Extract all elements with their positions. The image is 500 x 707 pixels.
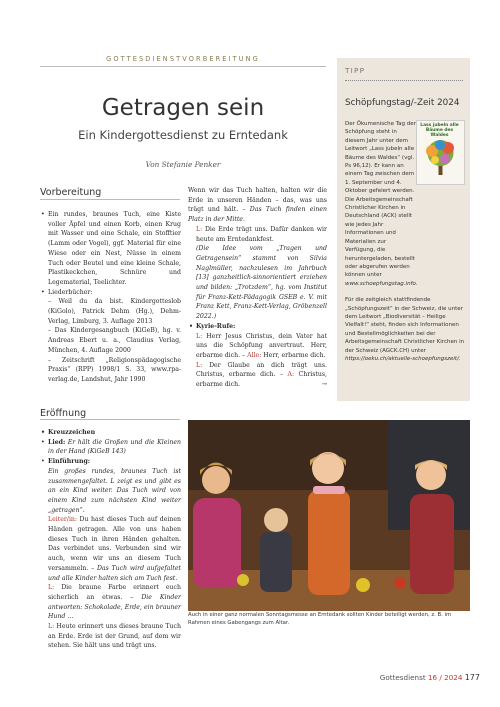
list-item — [48, 288, 181, 298]
page-footer: Gottesdienst 16 / 2024 177 — [379, 673, 480, 682]
list-item: • Kreuzzeichen — [48, 428, 181, 438]
book-title: Lass jubeln alle Bäume des Waldes — [420, 123, 459, 138]
heading-eroeffnung: Eröffnung — [40, 408, 87, 419]
list-label: Liederbücher: — [48, 288, 93, 296]
list-item: • Lied: Er hält die Großen und die Kleinen in der Hand (KiGeB 143) — [48, 438, 181, 457]
book-ref: – Weil du da bist. Kindergotteslob (KiGolo), Patrick Dehm (Hg.), Dehm-Verlag, Limburg, 3. Auflage 2013 — [48, 298, 181, 325]
paragraph: Ein großes rundes, braunes Tuch ist zusammengefaltet. L zeigt es und gibt es an ein Kind weiter. Das Tuch wird von einem Kind zum nächsten Kind weiter „getragen“. — [48, 467, 181, 514]
tip-text — [345, 120, 465, 363]
book-ref: – Zeitschrift „Religionspädagogische Praxis“ (RPP) 1998/1 S. 33, www.rpa-verlag.de, Landshut, Jahr 1990 — [48, 356, 181, 383]
tip-paragraph: Der Ökumenische Tag der Schöpfung steht in diesem Jahr unter dem Leitwort „Lass jubeln alle Bäume des Waldes“ (vgl. Ps 96,12). Er kann an einem Tag zwischen dem 1. September und 4. Oktober gefeiert werden. Die Arbeitsgemeinschaft Christlicher Kirchen in Deutschland (ACK) stellt wie jedes Jahr Informationen und Materialien zur Verfügung, die heruntergeladen, bestellt oder abgerufen werden können unter www.schoepfungstag.info. — [345, 121, 418, 287]
paragraph: L: Herr Jesus Christus, dein Vater hat uns die Schöpfung anvertraut. Herr, erbarme dich. – Alle: Herr, erbarme dich. — [196, 332, 327, 359]
heading-rule — [40, 419, 180, 420]
heading-rule — [40, 199, 180, 200]
paragraph: L: Die braune Farbe erinnert euch sicherlich an etwas. – Die Kinder antworten: Schokolade, Erde, ein brauner Hund … — [48, 584, 181, 621]
photo-children-church — [188, 420, 470, 611]
paragraph: L: Der Glaube an dich trägt uns. Christus, erbarme dich. – A: Christus, erbarme dich. → — [196, 361, 327, 389]
continue-arrow-icon: → — [321, 381, 327, 389]
list-item: • Einführung: — [48, 457, 181, 467]
tip-label: TIPP — [345, 66, 366, 75]
paragraph-note: (Die Idee vom „Tragen und Getragensein“ stammt von Silvia Naglmüller, nachzulesen im Jahrbuch [13] ganzheitlich-sinnorientiert erziehen und bilden: „Trotzdem“, hg. vom Institut für Franz-Kett-Pädagogik GSEB e. V. mit Franz Kett, Franz-Kett-Verlag, Gröbenzell 2022.) — [196, 245, 327, 321]
section-kicker: GOTTESDIENSTVORBEREITUNG — [106, 55, 260, 63]
paragraph: L: Die Erde trägt uns. Dafür danken wir heute am Erntedankfest. — [196, 225, 327, 243]
article-author: Von Stefanie Penker — [145, 160, 221, 169]
tip-link[interactable]: https://oeku.ch/aktuelle-schoepfungszeit/. — [345, 355, 461, 362]
list-item: • Kyrie-Rufe: — [196, 322, 327, 332]
article-subtitle: Ein Kindergottesdienst zu Erntedank — [78, 128, 288, 142]
eroeffnung-text — [40, 428, 181, 651]
tip-link[interactable]: www.schoepfungstag.info. — [345, 280, 418, 287]
heading-vorbereitung: Vorbereitung — [40, 187, 102, 198]
book-ref: – Das Kindergesangbuch (KiGeB), hg. v. Andreas Ebert u. a., Claudius Verlag, München, 4. Auflage 2000 — [48, 327, 181, 354]
page-number: 177 — [464, 673, 480, 682]
kicker-rule — [40, 66, 326, 67]
paragraph: Wenn wir das Tuch halten, halten wir die Erde in unseren Händen – das, was uns trägt und hält. – Das Tuch finden einen Platz in der Mitte. — [188, 187, 327, 224]
tip-heading: Schöpfungstag/-Zeit 2024 — [345, 98, 460, 108]
column-two-text — [188, 186, 327, 390]
vorbereitung-text — [40, 210, 181, 385]
article-title: Getragen sein — [101, 95, 265, 121]
tip-paragraph: Für die zeitgleich stattfindende „Schöpfungszeit“ in der Schweiz, die unter dem Leitwort „Biodiversität – Heilige Vielfalt!“ steht, finden sich Informationen und Bestellmöglichkeiten bei der Arbeitsgemeinschaft Christlicher Kirchen in der Schweiz (AGCK.CH) unter https://oeku.ch/aktuelle-schoepfungszeit/. — [345, 297, 465, 362]
paragraph: Leiter/in: Du hast dieses Tuch auf deinen Händen getragen. Alle von uns haben dieses Tuch in ihren Händen gehalten. Das verbindet uns. Verbunden sind wir auch, wenn wir uns an diesem Tuch versammeln. – Das Tuch wird aufgefaltet und alle Kinder halten sich am Tuch fest. — [48, 516, 181, 582]
photo-caption: Auch in einer ganz normalen Sonntagsmesse an Erntedank sollten Kinder beteiligt werden, z. B. im Rahmen eines Gabengangs zum Altar. — [188, 612, 452, 626]
tip-rule — [345, 80, 463, 81]
photo-illustration — [188, 420, 470, 611]
paragraph: L: Heute erinnert uns dieses braune Tuch an Erde. Erde ist der Grund, auf dem wir stehen. Sie hält uns und trägt uns. — [48, 623, 181, 650]
list-item: • Ein rundes, braunes Tuch, eine Kiste voller Äpfel und einen Korb, einen Krug mit Wasser und eine Schale, ein Stofftier (Lamm oder Vogel), ggf. Material für eine Wiese oder ein Nest, Nüsse in einem Tuch oder Beutel und eine kleine Schale, Plastikeckchen, Schnüre und Legematerial, Teelichter. — [48, 210, 181, 288]
